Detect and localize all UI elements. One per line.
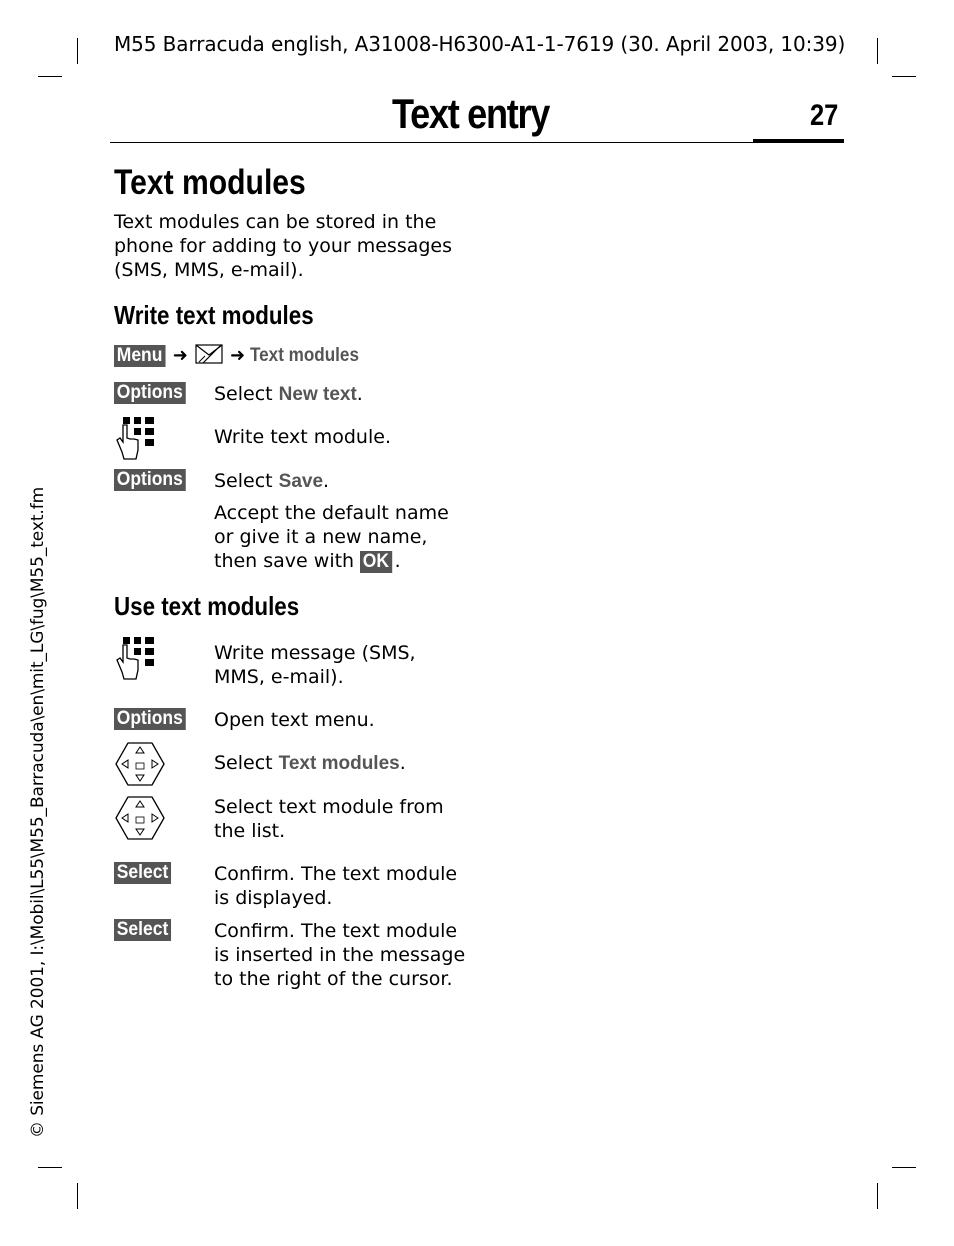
crop-mark xyxy=(38,1167,62,1168)
menu-path xyxy=(114,342,371,370)
crop-mark xyxy=(77,38,78,64)
crop-mark xyxy=(877,38,878,64)
menu-item-text-modules: Text modules xyxy=(250,345,360,366)
step-confirm-displayed: Confirm. The text module is displayed. xyxy=(214,863,458,909)
step-write-text-module: Write text module. xyxy=(214,426,391,448)
step-open-text-menu: Open text menu. xyxy=(214,709,375,731)
step-confirm-inserted: Confirm. The text module is inserted in the message to the right of the cursor. xyxy=(214,920,466,990)
step-accept-name: Accept the default name or give it a new name, then save with OK . xyxy=(214,502,449,572)
crop-mark xyxy=(77,1183,78,1209)
document-info: M55 Barracuda english, A31008-H6300-A1-1-7619 (30. April 2003, 10:39) xyxy=(114,32,846,56)
step-select-save: Select Save. xyxy=(214,470,330,492)
copyright-file-path: © Siemens AG 2001, I:\Mobil\L55\M55_Barracuda\en\mit_LG\fug\M55_text.fm xyxy=(28,486,48,1138)
chapter-title: Text entry xyxy=(392,90,550,137)
select-key: Select xyxy=(114,919,171,941)
crop-mark xyxy=(38,76,62,77)
step-write-message: Write message (SMS, MMS, e-mail). xyxy=(214,642,416,688)
ok-key: OK xyxy=(360,551,392,573)
crop-mark xyxy=(892,1167,916,1168)
subsection-title-use: Use text modules xyxy=(114,591,300,621)
navigation-key-icon xyxy=(114,741,166,791)
crop-mark xyxy=(892,76,916,77)
options-key: Options xyxy=(114,708,186,730)
intro-text: Text modules can be stored in the phone for adding to your messages (SMS, MMS, e-mail). xyxy=(114,211,453,281)
arrow-right-icon: ➜ xyxy=(229,345,246,366)
select-key: Select xyxy=(114,862,171,884)
menu-key: Menu xyxy=(114,345,165,367)
envelope-icon xyxy=(195,342,225,370)
header-rule xyxy=(110,142,844,143)
keypad-hand-icon xyxy=(114,636,158,684)
options-key: Options xyxy=(114,469,186,491)
subsection-title-write: Write text modules xyxy=(114,300,314,330)
section-title: Text modules xyxy=(114,163,306,202)
step-select-new-text: Select New text. xyxy=(214,383,363,405)
step-select-from-list: Select text module from the list. xyxy=(214,796,444,842)
crop-mark xyxy=(877,1183,878,1209)
navigation-key-icon xyxy=(114,795,166,845)
options-key: Options xyxy=(114,382,186,404)
page-number-rule xyxy=(753,139,844,143)
step-select-text-modules: Select Text modules. xyxy=(214,752,406,774)
page-number: 27 xyxy=(810,99,839,132)
keypad-hand-icon xyxy=(114,416,158,464)
arrow-right-icon: ➜ xyxy=(172,345,188,366)
